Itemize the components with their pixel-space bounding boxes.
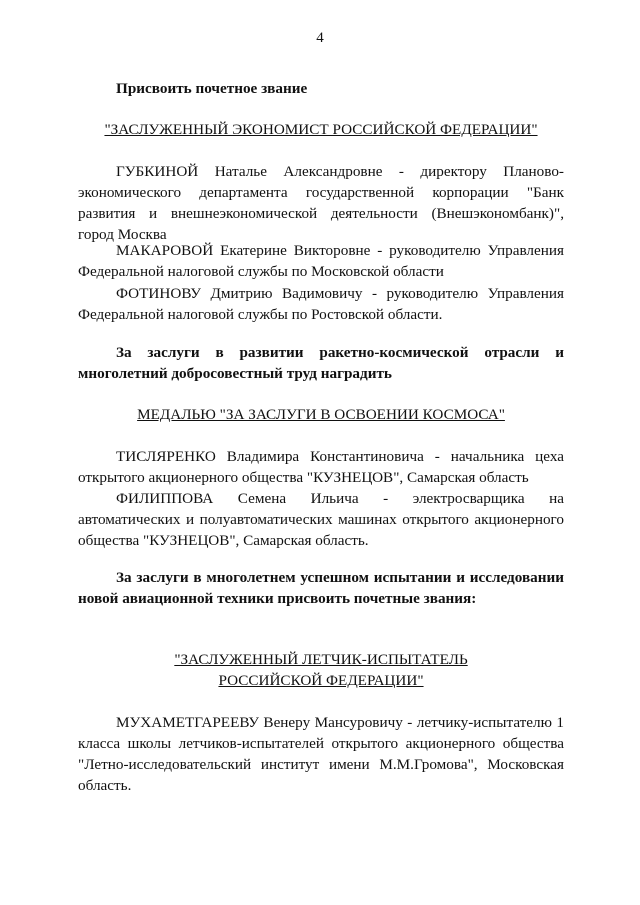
section-1-intro: Присвоить почетное звание bbox=[116, 80, 308, 97]
section-2-entry-1: ТИСЛЯРЕНКО Владимира Константиновича - начальника цеха открытого акционерного общества "КУЗНЕЦОВ", Самарская область bbox=[78, 448, 564, 486]
section-2-entry-2: ФИЛИППОВА Семена Ильича - электросварщика на автоматических и полуавтоматических машинах открытого акционерного общества "КУЗНЕЦОВ", Самарская область. bbox=[78, 490, 564, 549]
page-number: 4 bbox=[316, 30, 324, 46]
section-3-intro: За заслуги в многолетнем успешном испытании и исследовании новой авиационной техники присвоить почетные звания: bbox=[78, 569, 564, 607]
section-2-intro: За заслуги в развитии ракетно-космической отрасли и многолетний добросовестный труд наградить bbox=[78, 344, 564, 382]
section-3-entry-1: МУХАМЕТГАРЕЕВУ Венеру Мансуровичу - летчику-испытателю 1 класса школы летчиков-испытателей открытого акционерного общества "Летно-исследовательский институт имени М.М.Громова", Московская область. bbox=[78, 714, 564, 794]
section-3-title-line-2: РОССИЙСКОЙ ФЕДЕРАЦИИ" bbox=[218, 672, 424, 689]
section-1-entry-1: ГУБКИНОЙ Наталье Александровне - директору Планово-экономического департамента государственной корпорации "Банк развития и внешнеэкономической деятельности (Внешэкономбанк)", город Москва bbox=[78, 163, 564, 243]
section-2-title: МЕДАЛЬЮ "ЗА ЗАСЛУГИ В ОСВОЕНИИ КОСМОСА" bbox=[137, 406, 505, 423]
section-1-title: "ЗАСЛУЖЕННЫЙ ЭКОНОМИСТ РОССИЙСКОЙ ФЕДЕРАЦИИ" bbox=[104, 121, 538, 138]
section-3-title-line-1: "ЗАСЛУЖЕННЫЙ ЛЕТЧИК-ИСПЫТАТЕЛЬ bbox=[174, 651, 468, 668]
section-1-entry-3: ФОТИНОВУ Дмитрию Вадимовичу - руководителю Управления Федеральной налоговой службы по Ростовской области. bbox=[78, 285, 564, 323]
section-1-entry-2: МАКАРОВОЙ Екатерине Викторовне - руководителю Управления Федеральной налоговой службы по Московской области bbox=[78, 242, 564, 280]
